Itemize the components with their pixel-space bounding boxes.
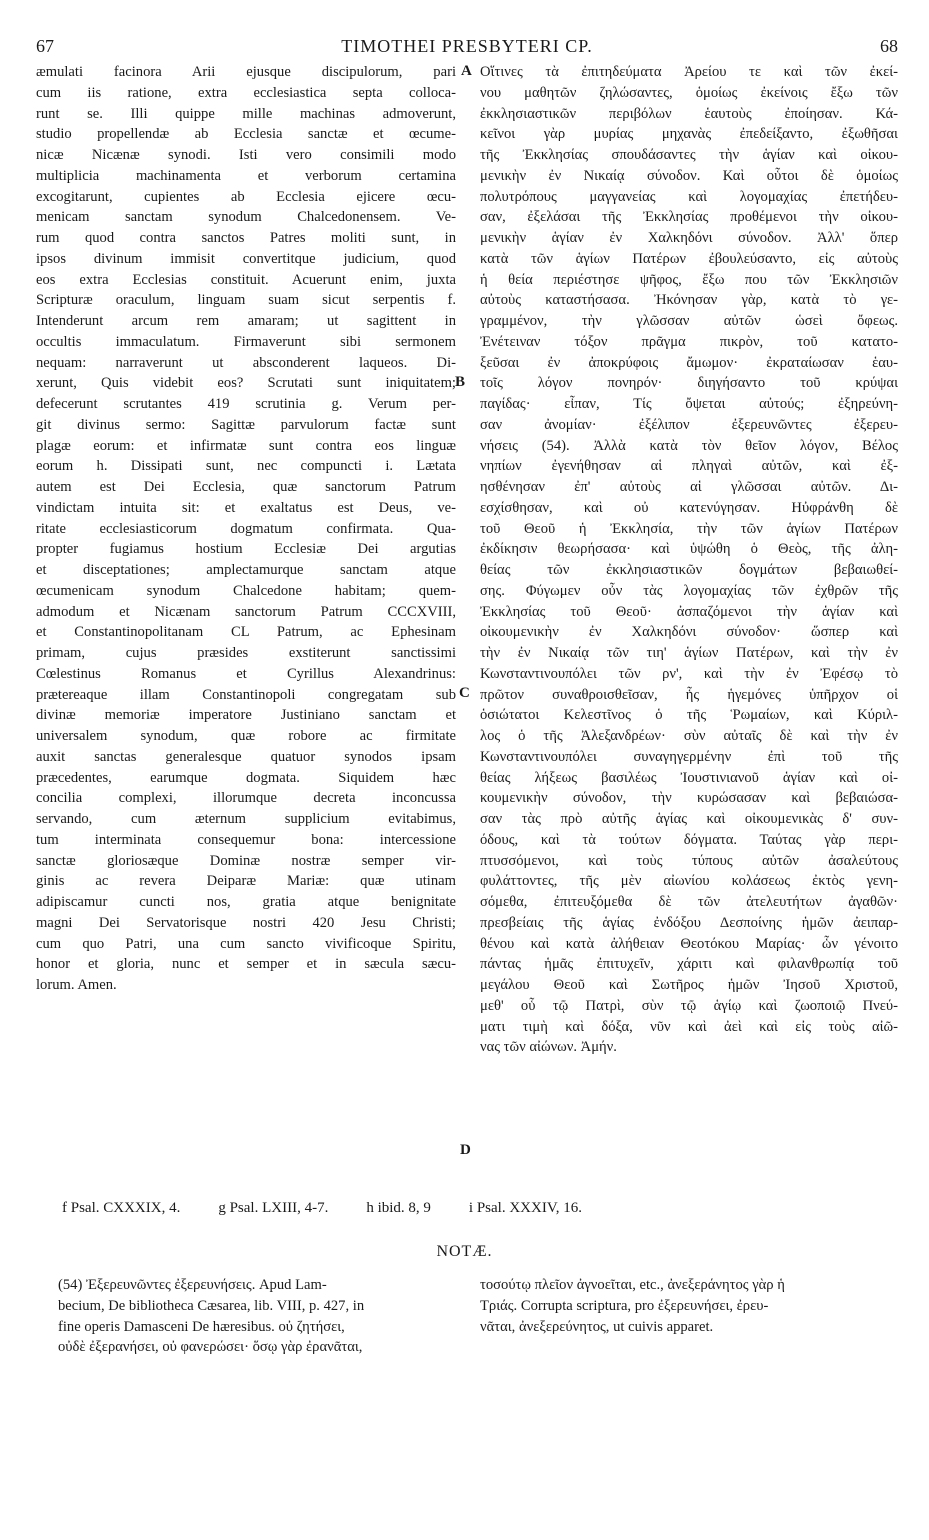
section-marker-a: A [461, 63, 472, 79]
latin-text-line: cum iis ratione, extra ecclesiastica septa colloca- [36, 84, 456, 101]
latin-text-line: Cœlestinus Romanus et Cyrillus Alexandrinus: [36, 665, 456, 682]
note-text-line: νᾶται, ἀνεξερεύνητος, ut cuivis apparet. [480, 1318, 714, 1335]
note-left-column [58, 1275, 456, 1358]
greek-text-line: νας τῶν αἰώνων. Ἀμήν. [480, 1039, 617, 1056]
note-text-line: fine operis Damasceni De hæresibus. οὐ ζητήσει, [58, 1318, 345, 1335]
latin-text-line: propter fugiamus hostium Ecclesiæ Dei argutias [36, 541, 456, 558]
section-marker-d: D [460, 1142, 471, 1158]
greek-text-line: ἐκδίκησιν θεωρήσασα· καὶ ὑψώθη ὁ Θεὸς, τῆς ἀλη- [480, 541, 898, 558]
greek-text-line: σαν τὰς πρὸ αὐτῆς ἁγίας καὶ οἰκουμενικὰς δ' συν- [480, 811, 898, 827]
latin-text-line: xerunt, Quis videbit eos? Scrutati sunt iniquitatem; [36, 375, 456, 392]
latin-text-line: rum quod contra sanctos Patres moliti sunt, in [36, 230, 456, 246]
latin-text-line: git divinus sermo: Sagittæ parvulorum factæ sunt [36, 416, 456, 433]
latin-text-line: magni Dei Servatorisque nostri 420 Jesu Christi; [36, 914, 456, 931]
greek-text-line: γραμμένον, τὴν γλῶσσαν αὐτῶν ὡσεὶ ὄφεως. [480, 313, 898, 329]
section-marker-c: C [459, 685, 470, 701]
greek-text-line: πτυσσόμενοι, καὶ τοὺς τύπους αὐτῶν ἀσαλεύτους [480, 852, 898, 869]
latin-text-line: eos extra Ecclesias constituit. Acuerunt enim, juxta [36, 271, 456, 288]
latin-text-line: æmulati facinora Arii ejusque discipulorum, pari [36, 64, 456, 80]
latin-text-line: auxit sanctas generalesque quatuor synodos ipsam [36, 748, 456, 765]
footnotes [62, 1200, 822, 1217]
greek-text-line: όδους, καὶ τὰ τούτων δόγματα. Ταύτας γὰρ περι- [480, 831, 898, 848]
greek-text-line: τοῦ Θεοῦ ἡ Ἐκκλησία, τὴν τῶν ἁγίων Πατέρων [480, 520, 898, 537]
note-text-line: οὐδὲ ἐξερανήσει, οὐ φανερώσει· ὅσῳ γὰρ ἐρανᾶται, [58, 1339, 363, 1356]
greek-text-line: Οἵτινες τὰ ἐπιτηδεύματα Ἀρείου τε καὶ τῶν ἐκεί- [480, 64, 898, 80]
greek-text-line: πρῶτον συναθροισθεῖσαν, ἧς ἡγεμόνες ὑπῆρχον οἱ [480, 686, 898, 703]
latin-text-line: autem est Dei Ecclesia, quæ sanctorum Patrum [36, 479, 456, 495]
note-text-line: (54) Ἐξερευνῶντες ἐξερευνήσεις. Apud Lam- [58, 1277, 327, 1293]
greek-text-line: ὁσιώτατοι Κελεστῖνος ὁ τῆς Ῥωμαίων, καὶ Κύριλ- [480, 707, 898, 724]
latin-text-line: plagæ eorum: et infirmatæ sunt contra eos linguæ [36, 437, 456, 454]
latin-text-line: runt se. Illi quippe mille machinas admoverunt, [36, 105, 456, 122]
footnote-f: f Psal. CXXXIX, 4. [62, 1200, 181, 1216]
greek-text-line: μεθ' οὗ τῷ Πατρὶ, σὺν τῷ ἁγίῳ καὶ ζωοποιῷ Πνεύ- [480, 997, 898, 1014]
greek-text-line: τὴν ἐν Νικαίᾳ τῶν τιη' ἁγίων Πατέρων, καὶ τὴν ἐν [480, 645, 898, 661]
greek-text-line: τοῖς λόγον πονηρόν· διηγήσαντο τοῦ κρύψαι [480, 375, 898, 392]
greek-text-line: ησθένησαν ἐπ' αὐτοὺς αἱ γλῶσσαι αὐτῶν. Δι- [480, 479, 898, 495]
greek-text-line: σης. Φύγωμεν οὖν τὰς λογομαχίας τῶν ἐχθρῶν τῆς [480, 582, 898, 599]
greek-text-line: νήσεις (54). Ἀλλὰ κατὰ τὸν θεῖον λόγον, Βέλος [480, 437, 898, 454]
greek-text-line: Κωνσταντινουπόλει τῶν ρν', καὶ τὴν ἐν Ἐφέσῳ τὸ [480, 665, 898, 682]
latin-text-line: adipiscamur cuncti nos, gratia atque benignitate [36, 894, 456, 910]
latin-column [36, 62, 456, 996]
greek-text-line: Κωνσταντινουπόλει συναγηγερμένην ἐπὶ τοῦ τῆς [480, 748, 898, 765]
latin-text-line: occultis immaculatum. Firmaverunt sibi sermonem [36, 333, 456, 350]
greek-text-line: ἐκκλησιαστικῶν περιβόλων ἑαυτοὺς ἐποίησαν. Κά- [480, 105, 898, 122]
latin-text-line: defecerunt scrutantes 419 scrutinia g. Verum per- [36, 396, 456, 412]
latin-text-line: ipsos divinum immisit convertitque judicium, quod [36, 250, 456, 267]
footnote-g: g Psal. LXIII, 4-7. [218, 1200, 329, 1216]
footnote-i: i Psal. XXXIV, 16. [468, 1200, 582, 1216]
latin-text-line: nequam: narraverunt ut absconderent laqueos. Di- [36, 354, 456, 371]
latin-text-line: nicæ Nicænæ synodi. Isti vero consimili modo [36, 147, 456, 163]
greek-text-line: μεγάλου Θεοῦ καὶ Σωτῆρος ἡμῶν Ἰησοῦ Χριστοῦ, [480, 977, 898, 993]
page-number-right: 68 [880, 36, 898, 56]
note-text-line: becium, De bibliotheca Cæsarea, lib. VIII, p. 427, in [58, 1297, 365, 1314]
greek-text-line: κεῖνοι γὰρ μυρίας μηχανὰς ἐπεδείξαντο, ἐξωθῆσαι [480, 126, 898, 143]
latin-text-line: multiplicia machinamenta et verborum certamina [36, 167, 456, 184]
greek-text-line: εσχίσθησαν, καὶ οὐ κατενύγησαν. Ηὐφράνθη δὲ [480, 499, 898, 516]
greek-text-line: κουμενικὴν σύνοδον, τὴν κυρώσασαν καὶ βεβαιώσα- [480, 790, 898, 807]
greek-text-line: τῆς Ἐκκλησίας σπουδάσαντες τὴν ἁγίαν καὶ οἰκου- [480, 147, 898, 163]
notes-heading: NOTÆ. [436, 1243, 493, 1260]
greek-text-line: νηπίων ἐγενήθησαν αἱ πληγαὶ αὐτῶν, καὶ ἐξ- [480, 458, 898, 475]
greek-text-line: σαν, ἐξελάσαι τῆς Ἐκκλησίας προθέμενοι τὴν οἰκου- [480, 209, 898, 226]
latin-text-line: admodum et Nicænam sanctorum Patrum CCCXVIII, [36, 603, 456, 620]
latin-text-line: et disceptationes; amplectamurque sanctam atque [36, 562, 456, 578]
greek-text-line: αὐτοὺς καταστήσασα. Ἠκόνησαν γὰρ, κατὰ τὸ γε- [480, 292, 898, 309]
latin-text-line: honor et gloria, nunc et semper et in sæcula sæcu- [36, 956, 456, 973]
greek-text-line: ματι τιμὴ καὶ δόξα, νῦν καὶ ἀεὶ καὶ εἰς τοὺς αἰῶ- [480, 1018, 898, 1035]
latin-text-line: concilia complexi, illorumque decreta inconcussa [36, 790, 456, 807]
latin-text-line: menicam sanctam synodum Chalcedonensem. Ve- [36, 209, 456, 226]
latin-text-line: prætereaque illam Constantinopoli congregatam sub [36, 686, 456, 703]
greek-text-line: οἰκουμενικὴν ἐν Χαλκηδόνι σύνοδον· ὥσπερ καὶ [480, 624, 898, 641]
latin-text-line: lorum. Amen. [36, 977, 117, 993]
page-number-left: 67 [36, 36, 54, 56]
greek-text-line: πάντας ἡμᾶς ἐπιτυχεῖν, χάριτι καὶ φιλανθρωπίᾳ τοῦ [480, 956, 898, 973]
note-text-line: τοσούτῳ πλεῖον ἀγνοεῖται, etc., ἀνεξεράνητος γὰρ ἡ [480, 1277, 785, 1293]
greek-text-line: φυλάττοντες, τῆς μὲν αἰωνίου κολάσεως ἐκτὸς γενη- [480, 873, 898, 890]
running-title: TIMOTHEI PRESBYTERI CP. [341, 36, 593, 56]
latin-text-line: et Constantinopolitanam CL Patrum, ac Ephesinam [36, 624, 456, 641]
greek-text-line: θείας τῶν ἐκκλησιαστικῶν δογμάτων βεβαιωθεί- [480, 562, 898, 578]
section-marker-b: B [455, 374, 466, 390]
latin-text-line: excogitarunt, cupientes ab Ecclesia ejicere œcu- [36, 188, 456, 205]
greek-text-line: λος ὁ τῆς Ἀλεξανδρέων· σὺν αὐταῖς δὲ καὶ τὴν ἐν [480, 728, 898, 744]
latin-text-line: Intenderunt arcum rem amaram; ut sagittent in [36, 313, 456, 329]
latin-text-line: eorum h. Dissipati sunt, nec compuncti i. Lætata [36, 458, 456, 475]
latin-text-line: œcumenicam synodum Chalcedone habitam; quem- [36, 582, 456, 599]
greek-text-line: ἡ θεία περιέστησε ψῆφος, ἔξω που τῶν Ἐκκλησιῶν [480, 271, 898, 288]
latin-text-line: tum interminata consequemur bona: intercessione [36, 831, 456, 848]
latin-text-line: universalem synodum, quæ robore ac firmitate [36, 728, 456, 744]
greek-text-line: ξεῦσαι ἐν ἀποκρύφοις ἄμωμον· ἐκραταίωσαν ἑαυ- [480, 354, 898, 371]
latin-text-line: cum quo Patri, una cum sancto vivificoque Spiritu, [36, 935, 456, 952]
footnote-h: h ibid. 8, 9 [366, 1200, 431, 1216]
greek-text-line: κατὰ τῶν ἁγίων Πατέρων ἐβουλεύσαντο, εἰς αὐτοὺς [480, 250, 898, 267]
latin-text-line: Scripturæ oraculum, linguam suam sicut serpentis f. [36, 292, 456, 309]
greek-text-line: σαν ἀνομίαν· ἐξέλιπον ἐξερευνῶντες ἐξερευ- [480, 416, 898, 433]
greek-column [480, 62, 898, 1058]
greek-text-line: παγίδας· εἶπαν, Τίς ὄψεται αὐτούς; ἐξηρεύνη- [480, 396, 898, 412]
latin-text-line: studio propellendæ ab Ecclesia sanctæ et œcume- [36, 126, 456, 143]
greek-text-line: Ἐκκλησίας τοῦ Θεοῦ· ἀσπαζόμενοι τὴν ἁγίαν καὶ [480, 603, 898, 620]
greek-text-line: μενικὴν ἁγίαν ἐν Χαλκηδόνι σύνοδον. Ἀλλ' ὅπερ [480, 230, 898, 246]
greek-text-line: θείας λήξεως βασιλέως Ἰουστινιανοῦ ἁγίαν καὶ οἰ- [480, 769, 898, 786]
greek-text-line: Ἐνέτειναν τόξον πρᾶγμα πικρὸν, τοῦ κατατο- [480, 333, 898, 350]
latin-text-line: ritate ecclesiasticorum dogmatum confirmata. Qua- [36, 520, 456, 537]
latin-text-line: sanctæ gloriosæque Dominæ nostræ semper vir- [36, 852, 456, 869]
latin-text-line: præcedentes, earumque dogmata. Siquidem hæc [36, 769, 456, 786]
greek-text-line: μενικὴν ἐν Νικαίᾳ σύνοδον. Καὶ οὗτοι δὲ ὁμοίως [480, 167, 898, 184]
latin-text-line: primam, cujus præsides exstiterunt sanctissimi [36, 645, 456, 661]
note-right-column [480, 1275, 898, 1337]
greek-text-line: πρεσβείαις τῆς ἁγίας ἐνδόξου Δεσποίνης ἡμῶν ἀειπαρ- [480, 914, 898, 931]
latin-text-line: vindictam intuita sit: et exaltatus est Deus, ve- [36, 499, 456, 516]
greek-text-line: πολυτρόπους μαγγανείας καὶ λογομαχίας ἐπετήδευ- [480, 188, 898, 205]
latin-text-line: servando, cum æternum supplicium evitabimus, [36, 811, 456, 827]
page-header [36, 36, 898, 60]
greek-text-line: νου μαθητῶν ζηλώσαντες, ὁμοίως ἐκείνοις ἔξω τῶν [480, 84, 898, 101]
note-text-line: Τριάς. Corrupta scriptura, pro ἐξερευνήσει, ἐρευ- [480, 1297, 769, 1314]
latin-text-line: divinæ memoriæ imperatore Justiniano sanctam et [36, 707, 456, 724]
greek-text-line: θένου καὶ κατὰ ἀλήθειαν Θεοτόκου Μαρίας· ὧν γένοιτο [480, 935, 898, 952]
greek-text-line: σόμεθα, ἐπιτευξόμεθα δὲ τῶν ἀτελευτήτων ἀγαθῶν· [480, 894, 898, 910]
latin-text-line: ginis ac revera Deiparæ Mariæ: quæ utinam [36, 873, 456, 890]
